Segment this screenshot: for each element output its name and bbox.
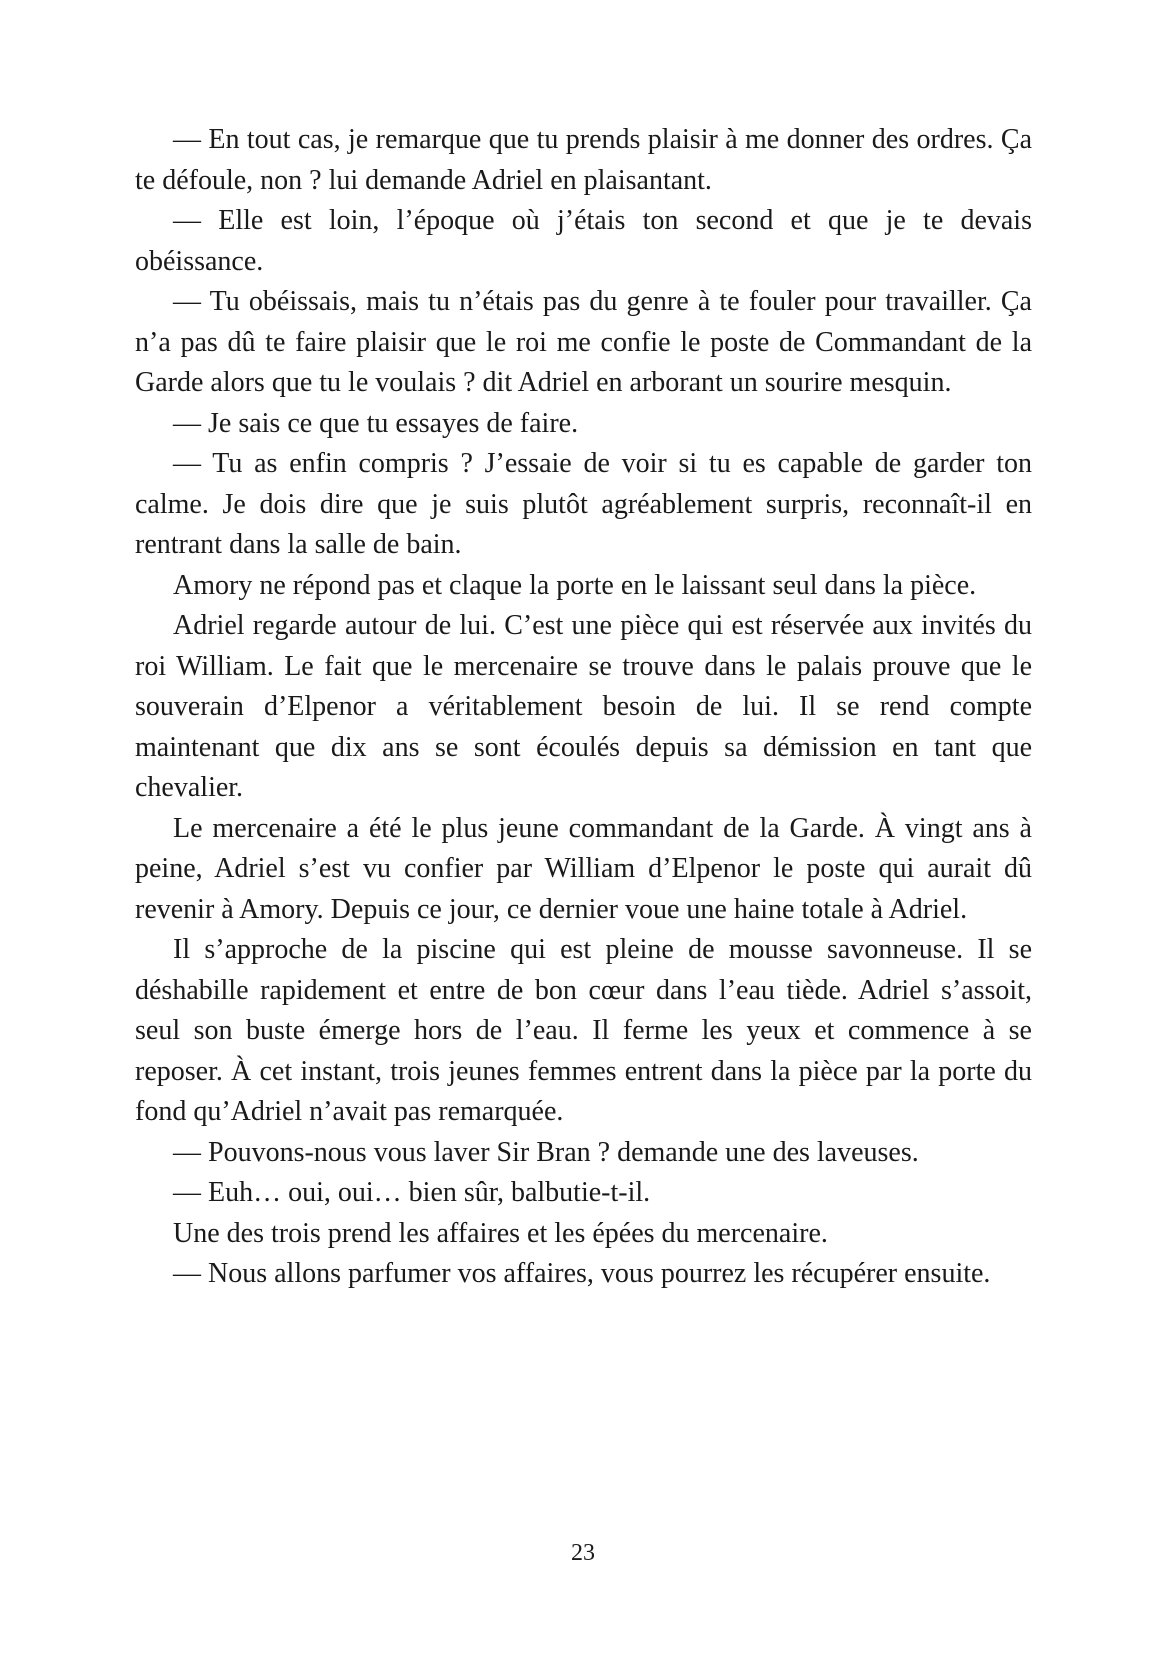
paragraph: — Nous allons parfumer vos affaires, vous pourrez les récupérer ensuite. [173, 1258, 991, 1289]
paragraph: Une des trois prend les affaires et les épées du mercenaire. [173, 1217, 828, 1249]
paragraph: — Tu obéissais, mais tu n’étais pas du genre à te fouler pour travailler. Ça n’a pas dû te faire plaisir que le roi me confie le poste de Commandant de la Garde alors que tu le voulais ? dit Adriel en arborant un sourire mesquin. [135, 286, 1032, 398]
paragraph: — Elle est loin, l’époque où j’étais ton second et que je te devais obéissance. [135, 205, 1032, 277]
body-text [135, 120, 1032, 1295]
paragraph: — En tout cas, je remarque que tu prends plaisir à me donner des ordres. Ça te défoule, non ? lui demande Adriel en plaisantant. [135, 124, 1032, 196]
paragraph: — Euh… oui, oui… bien sûr, balbutie-t-il. [173, 1177, 651, 1208]
page-number: 23 [571, 1540, 595, 1566]
paragraph: — Je sais ce que tu essayes de faire. [173, 407, 579, 439]
paragraph: Le mercenaire a été le plus jeune commandant de la Garde. À vingt ans à peine, Adriel s’est vu confier par William d’Elpenor le poste qui aurait dû revenir à Amory. Depuis ce jour, ce dernier voue une haine totale à Adriel. [135, 812, 1032, 925]
paragraph: Amory ne répond pas et claque la porte en le laissant seul dans la pièce. [173, 569, 977, 601]
paragraph: Il s’approche de la piscine qui est pleine de mousse savonneuse. Il se déshabille rapidement et entre de bon cœur dans l’eau tiède. Adriel s’assoit, seul son buste émerge hors de l’eau. Il ferme les yeux et commence à se reposer. À cet instant, trois jeunes femmes entrent dans la pièce par la porte du fond qu’Adriel n’avait pas remarquée. [135, 934, 1032, 1127]
paragraph: — Pouvons-nous vous laver Sir Bran ? demande une des laveuses. [173, 1136, 919, 1168]
paragraph: — Tu as enfin compris ? J’essaie de voir si tu es capable de garder ton calme. Je dois dire que je suis plutôt agréablement surpris, reconnaît-il en rentrant dans la salle de bain. [135, 448, 1032, 560]
paragraph: Adriel regarde autour de lui. C’est une pièce qui est réservée aux invités du roi William. Le fait que le mercenaire se trouve dans le palais prouve que le souverain d’Elpenor a véritablement besoin de lui. Il se rend compte maintenant que dix ans se sont écoulés depuis sa démission en tant que chevalier. [135, 610, 1032, 803]
